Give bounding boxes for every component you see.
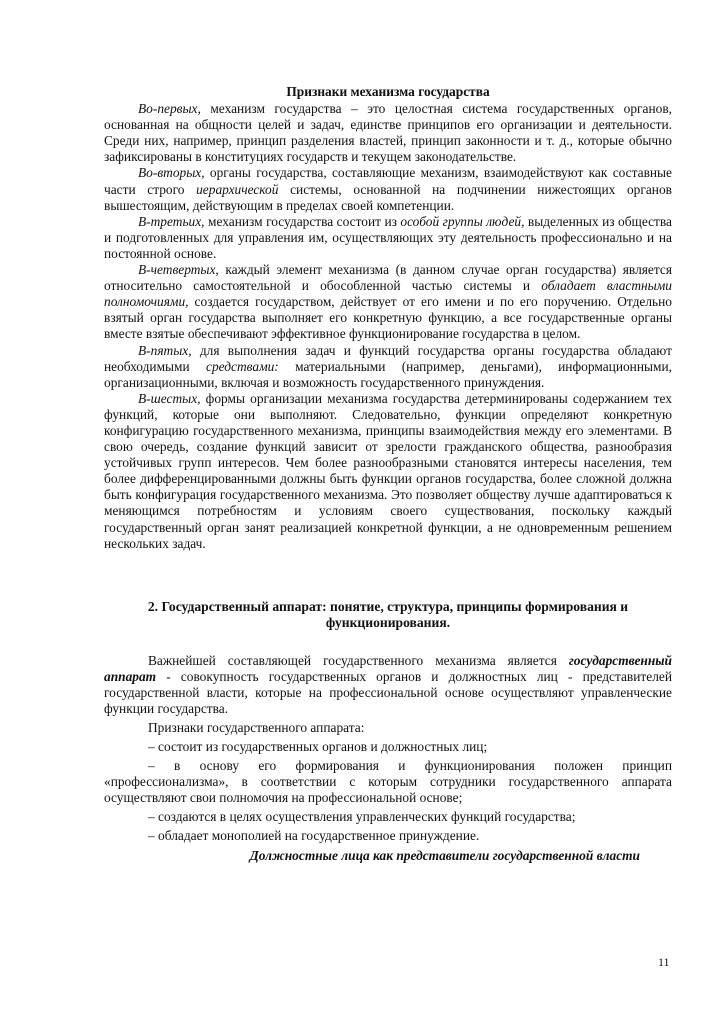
page-content [104,84,672,864]
intro-text: - совокупность государственных органов и должностных лиц - представителей государственной власти, которые на профессиональной основе осуществляют управленческие функции государства. [104,668,672,716]
intro-emphasis: государственный аппарат [104,652,672,684]
paragraph-emphasis: средствами: [206,358,279,374]
paragraph-lead: Во-первых, [138,101,201,117]
list-item: – в основу его формирования и функционирования положен принцип «профессионализма», в соответствии с которым сотрудники государственного аппарата осуществляют свои полномочия на профессиональной основе; [104,758,672,806]
page-number: 11 [658,955,670,969]
paragraph-emphasis: иерархической [196,181,279,197]
list-heading: Признаки государственного аппарата: [148,719,365,735]
paragraph-text: системы, основанной на подчинении нижестоящих органов вышестоящим, действующим в пределах своей компетенции. [104,181,672,213]
paragraph-emphasis: обладает властными полномочиями, [104,278,672,310]
paragraph-text: для выполнения задач и функций государства органы государства обладают необходимыми [104,342,672,374]
list-item: – обладает монополией на государственное принуждение. [148,828,480,844]
intro-text: Важнейшей составляющей государственного механизма является [148,652,569,668]
section-intro [104,653,672,717]
paragraph-text: механизм государства – это целостная система государственных органов, основанная на общности целей и задач, единстве принципов его организации и деятельности. Среди них, например, принцип разделения властей, принцип законности и т. д., которые обычно зафиксированы в конституциях государств и текущем законодательстве. [104,101,672,165]
paragraph-lead: Во-вторых, [138,165,205,181]
paragraph-text: материальными (например, деньгами), информационными, организационными, включая и возможность государственного принуждения. [104,358,672,390]
paragraph-text: механизм государства состоит из [204,213,401,229]
spacer [104,632,672,653]
paragraph-text: каждый элемент механизма (в данном случае орган государства) является относительно самостоятельной и обособленной частью системы и [104,262,672,294]
section-title: 2. Государственный аппарат: понятие, структура, принципы формирования и функционирования. [147,598,629,631]
paragraph-sixth [104,391,672,552]
paragraph-second [104,165,672,213]
paragraph-lead: В-пятых, [138,342,192,358]
paragraph-lead: В-шестых, [138,390,201,406]
paragraph-lead: В-четвертых, [138,262,219,278]
paragraph-fourth [104,262,672,342]
subheading: Должностные лица как представители государственной власти [249,847,640,863]
paragraph-first [104,101,672,165]
paragraph-emphasis: особой группы людей, [400,213,525,229]
paragraph-text: формы организации механизма государства детерминированы содержанием тех функций, которые они выполняют. Следовательно, функции определяют конкретную конфигурацию государственного механизма, принципы взаимодействия между его элементами. В свою очередь, создание функций зависит от зрелости гражданского общества, разнообразия устойчивых групп интересов. Чем более разнообразными становятся интересы населения, тем более дифференцированными должны быть функции органов государства, более сложной должна быть конфигурация государственного механизма. Это позволяет обществу лучше адаптироваться к меняющимся потребностям и условиям своего существования, поскольку каждый государственный орган занят реализацией конкретной функции, а не одновременным решением нескольких задач. [104,390,672,551]
paragraph-fifth [104,343,672,391]
list-item: – создаются в целях осуществления управленческих функций государства; [148,809,576,825]
document-title: Признаки механизма государства [286,84,490,99]
paragraph-text: создается государством, действует от его имени и по его поручению. Отдельно взятый орган государства выполняет его конкретную функцию, а все государственные органы вместе взятые обеспечивают эффективное функционирование государства в целом. [104,294,672,342]
paragraph-lead: В-третьих, [138,213,205,229]
paragraph-text: выделенных из общества и подготовленных для управления им, осуществляющих эту деятельность профессионально и на постоянной основе. [104,213,672,261]
paragraph-text: органы государства, составляющие механизм, взаимодействуют как составные части строго [104,165,672,197]
paragraph-third [104,214,672,262]
list-item: – состоит из государственных органов и должностных лиц; [148,739,488,754]
